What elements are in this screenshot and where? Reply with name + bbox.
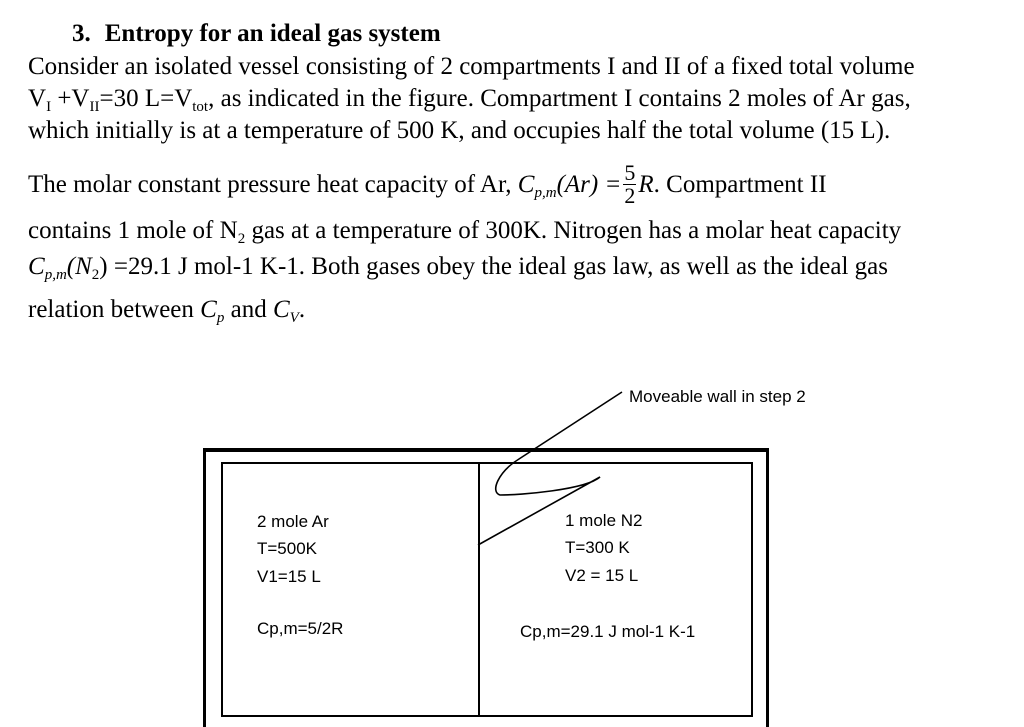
subscript-tot: tot bbox=[192, 99, 209, 115]
volume-symbol: V bbox=[28, 85, 47, 112]
wall-label: Moveable wall in step 2 bbox=[629, 387, 806, 406]
left-compartment-heat-capacity: Cp,m=5/2R bbox=[257, 619, 344, 638]
line-5-pre: contains 1 mole of N bbox=[28, 217, 238, 244]
left-compartment-volume: V1=15 L bbox=[257, 567, 321, 586]
line-4-post: . Compartment II bbox=[653, 171, 827, 199]
subscript-v: V bbox=[289, 310, 299, 326]
problem-number: 3. bbox=[72, 20, 91, 47]
n2-argument-open: (N bbox=[66, 253, 92, 280]
line-4-pre: The molar constant pressure heat capacity of Ar, bbox=[28, 171, 518, 199]
cp-symbol: C bbox=[200, 296, 217, 323]
n2-argument-close: ) bbox=[99, 253, 108, 280]
heat-capacity-symbol: C bbox=[517, 171, 535, 199]
right-compartment-temperature: T=300 K bbox=[565, 538, 630, 557]
cv-symbol: C bbox=[272, 296, 290, 323]
line-6-post: =29.1 J mol-1 K-1. Both gases obey the ideal gas law, as well as the ideal gas bbox=[107, 253, 888, 280]
line-5-post: gas at a temperature of 300K. Nitrogen has a molar heat capacity bbox=[245, 217, 902, 244]
subscript-2: 2 bbox=[237, 231, 246, 247]
line-7-pre: relation between bbox=[28, 296, 201, 323]
paragraph-line-1: Consider an isolated vessel consisting of 2 compartments I and II of a fixed total volume bbox=[28, 53, 915, 80]
left-compartment-temperature: T=500K bbox=[257, 539, 318, 558]
subscript-pm: p,m bbox=[534, 185, 557, 202]
gas-constant-symbol: R bbox=[638, 171, 654, 199]
heat-capacity-symbol-n2: C bbox=[28, 253, 45, 280]
right-compartment-heat-capacity: Cp,m=29.1 J mol-1 K-1 bbox=[520, 622, 696, 641]
ar-argument: (Ar) = bbox=[556, 171, 622, 199]
right-compartment-volume: V2 = 15 L bbox=[565, 566, 639, 585]
line-7-end: . bbox=[298, 296, 306, 323]
problem-title: Entropy for an ideal gas system bbox=[104, 20, 441, 47]
subscript-I: I bbox=[46, 99, 52, 115]
line-2-rest: , as indicated in the figure. Compartment I contains 2 moles of Ar gas, bbox=[208, 85, 911, 112]
fraction-denominator: 2 bbox=[624, 183, 636, 208]
plus-volume-symbol: +V bbox=[51, 85, 90, 112]
and-word: and bbox=[224, 296, 273, 323]
fraction-numerator: 5 bbox=[624, 160, 636, 185]
subscript-p: p bbox=[216, 310, 225, 326]
n2-subscript: 2 bbox=[91, 267, 100, 283]
subscript-pm-n2: p,m bbox=[44, 267, 67, 283]
volume-equation: =30 L=V bbox=[99, 85, 193, 112]
paragraph-line-3: which initially is at a temperature of 500 K, and occupies half the total volume (15 L). bbox=[28, 117, 891, 144]
right-compartment-moles: 1 mole N2 bbox=[565, 511, 643, 530]
subscript-II: II bbox=[89, 99, 100, 115]
left-compartment-moles: 2 mole Ar bbox=[257, 512, 329, 531]
